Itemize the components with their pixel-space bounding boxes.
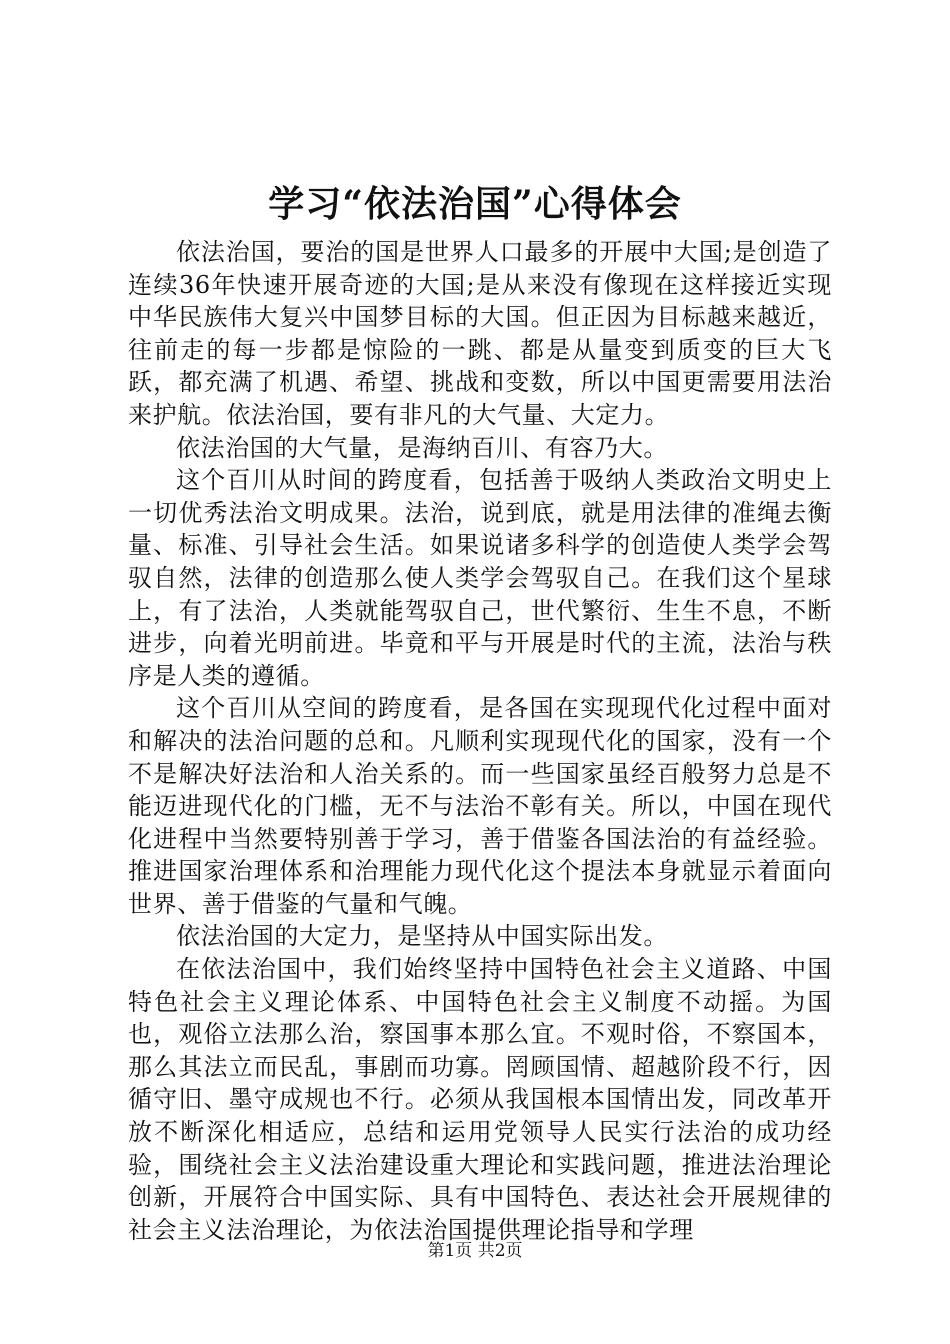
paragraph-4: 这个百川从空间的跨度看，是各国在实现现代化过程中面对和解决的法治问题的总和。凡顺利实现现代化的国家，没有一个不是解决好法治和人治关系的。而一些国家虽经百般努力总是不能迈进现代化的门槛，无不与法治不彰有关。所以，中国在现代化进程中当然要特别善于学习，善于借鉴各国法治的有益经验。推进国家治理体系和治理能力现代化这个提法本身就显示着面向世界、善于借鉴的气量和气魄。: [128, 694, 832, 918]
page-number-footer: 第1页 共2页: [427, 1241, 523, 1261]
paragraph-1: 依法治国，要治的国是世界人口最多的开展中大国;是创造了连续36年快速开展奇迹的大国;是从来没有像现在这样接近实现中华民族伟大复兴中国梦目标的大国。但正因为目标越来越近，往前走的每一步都是惊险的一跳、都是从量变到质变的巨大飞跃，都充满了机遇、希望、挑战和变数，所以中国更需要用法治来护航。依法治国，要有非凡的大气量、大定力。: [128, 238, 832, 429]
paragraph-3: 这个百川从时间的跨度看，包括善于吸纳人类政治文明史上一切优秀法治文明成果。法治，说到底，就是用法律的准绳去衡量、标准、引导社会生活。如果说诸多科学的创造使人类学会驾驭自然，法律的创造那么使人类学会驾驭自己。在我们这个星球上，有了法治，人类就能驾驭自己，世代繁衍、生生不息，不断进步，向着光明前进。毕竟和平与开展是时代的主流，法治与秩序是人类的遵循。: [128, 466, 832, 690]
paragraph-6: 在依法治国中，我们始终坚持中国特色社会主义道路、中国特色社会主义理论体系、中国特色社会主义制度不动摇。为国也，观俗立法那么治，察国事本那么宜。不观时俗，不察国本，那么其法立而民乱，事剧而功寡。罔顾国情、超越阶段不行，因循守旧、墨守成规也不行。必须从我国根本国情出发，同改革开放不断深化相适应，总结和运用党领导人民实行法治的成功经验，围绕社会主义法治建设重大理论和实践问题，推进法治理论创新，开展符合中国实际、具有中国特色、表达社会开展规律的社会主义法治理论，为依法治国提供理论指导和学理: [128, 955, 832, 1244]
document-body: [128, 236, 832, 1246]
paragraph-2: 依法治国的大气量，是海纳百川、有容乃大。: [176, 433, 668, 462]
document-title: 学习“依法治国”心得体会: [268, 183, 682, 225]
paragraph-5: 依法治国的大定力，是坚持从中国实际出发。: [176, 922, 668, 951]
